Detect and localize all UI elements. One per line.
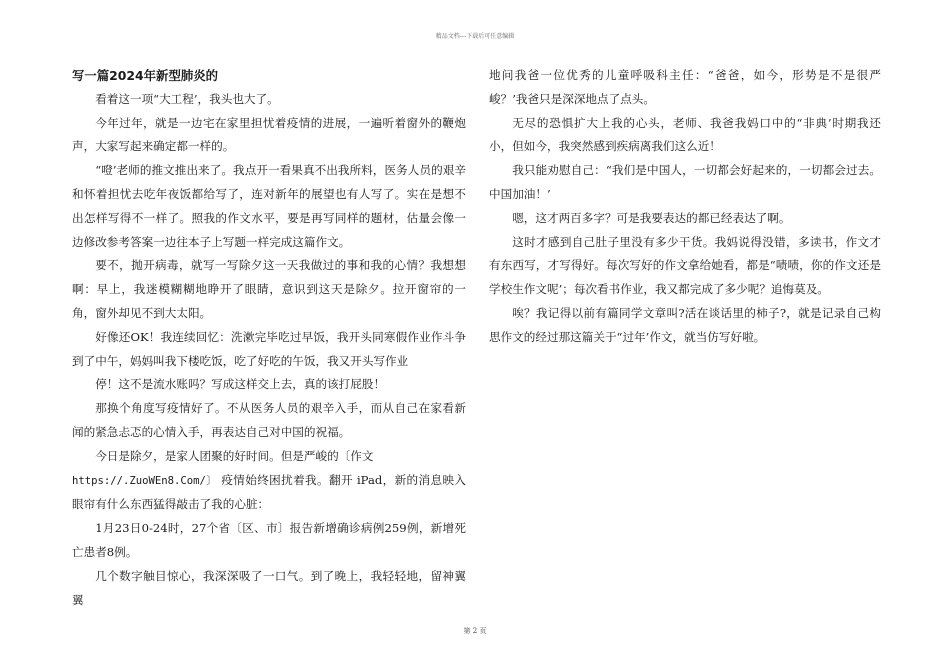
paragraph-continued: 地问我爸一位优秀的儿童呼吸科主任：“爸爸，如今，形势是不是很严峻？’我爸只是深深地点了点头。 (489, 68, 881, 106)
paragraph: 几个数字触目惊心，我深深吸了一口气。到了晚上，我轻轻地，留神翼翼 (72, 568, 466, 607)
paragraph: 要不，抛开病毒，就写一写除夕这一天我做过的事和我的心情？我想想啊：早上，我迷模糊糊地睁开了眼睛，意识到这天是除夕。拉开窗帘的一角，窗外却见不到大太阳。 (72, 258, 466, 320)
paragraph: 无尽的恐惧扩大上我的心头，老师、我爸我妈口中的“非典’时期我还小，但如今，我突然感到疾病离我们这么近！ (489, 115, 881, 154)
paragraph-text: 疫情始终困扰着我。翻开 iPad，新的消息映入眼帘有什么东西猛得敲击了我的心脏： (72, 472, 467, 512)
paragraph: 1月23日0-24时，27个省〔区、市〕报告新增确诊病例259例，新增死亡患者8例。 (72, 521, 466, 559)
paragraph: 嗯，这才两百多字？可是我要表达的都已经表达了啊。 (512, 210, 791, 225)
paragraph: 我只能劝慰自己：“我们是中国人，一切都会好起来的，一切都会过去。中国加油！’ (489, 163, 881, 201)
article-title: 写一篇2024年新型肺炎的 (72, 68, 219, 83)
paragraph-continued (72, 469, 466, 518)
paragraph: 那换个角度写疫情好了。不从医务人员的艰辛入手，而从自己在家看新闻的紧急忐忑的心情入手，再表达自己对中国的祝福。 (72, 401, 466, 439)
paragraph: 这时才感到自己肚子里没有多少干货。我妈说得没错，多读书，作文才有东西写，才写得好。每次写好的作文拿给她看，都是“啧啧，你的作文还是学校生作文呢’；每次看书作业，我又都完成了多少呢？追悔莫及。 (489, 234, 881, 297)
paragraph: 看着这一项“大工程’，我头也大了。 (95, 91, 279, 106)
article-url: https://.ZuoWEn8.Com/〕 (72, 474, 218, 487)
page-number: 第 2 页 (463, 627, 487, 635)
page-header: 精品文档---下载后可任意编辑 (435, 33, 515, 40)
paragraph: 停！这不是流水账吗？写成这样交上去，真的该打屁股！ (95, 377, 386, 392)
left-column (72, 64, 466, 612)
right-column (489, 64, 881, 350)
paragraph: “噔’老师的推文推出来了。我点开一看果真不出我所料，医务人员的艰辛和怀着担忧去吃年夜饭都给写了，连对新年的展望也有人写了。实在是想不出怎样写得不一样了。照我的作文水平，要是再写同样的题材，估量会像一边修改参考答案一边往本子上写题一样完成这篇作文。 (72, 163, 466, 249)
paragraph: 今日是除夕，是家人团聚的好时间。但是严峻的〔作文 (95, 448, 374, 463)
paragraph: 唉？我记得以前有篇同学文章叫?活在谈话里的柿子?，就是记录自己构思作文的经过那这篇关于“过年’作文，就当仿写好啦。 (489, 305, 881, 344)
paragraph: 好像还OK！我连续回忆：洗漱完毕吃过早饭，我开头同寒假作业作斗争到了中午，妈妈叫我下楼吃饭，吃了好吃的午饭，我又开头写作业 (72, 329, 466, 368)
paragraph: 今年过年，就是一边宅在家里担忧着疫情的进展，一遍听着窗外的鞭炮声，大家写起来确定都一样的。 (72, 115, 466, 154)
